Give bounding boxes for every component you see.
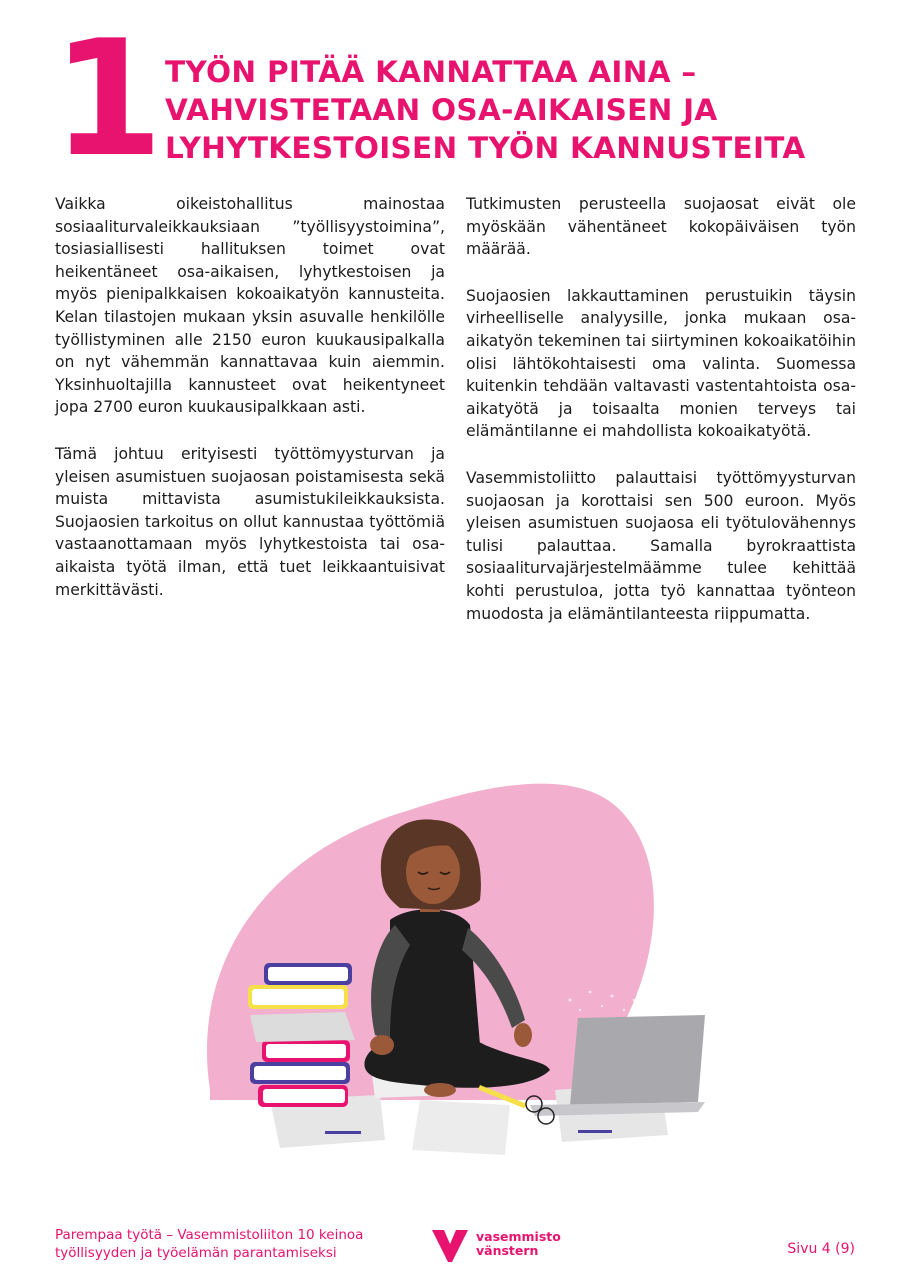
title-line-3: LYHYTKESTOISEN TYÖN KANNUSTEITA bbox=[165, 131, 806, 165]
paragraph: Suojaosien lakkauttaminen perustuikin täysin virheelliselle analyysille, jonka mukaan osa-aikatyön tekeminen tai siirtyminen kokoaikatöihin olisi lähtökohtaisesti oma valinta. Suomessa kuitenkin tehdään valtavasti vastentahtoista osa-aikatyötä ja toisaalta monien terveys tai elämäntilanne ei mahdollista kokoaikatyötä. bbox=[466, 286, 856, 441]
page-number: Sivu 4 (9) bbox=[787, 1241, 855, 1257]
right-column bbox=[466, 193, 856, 649]
left-column bbox=[55, 193, 445, 625]
paragraph: Vaikka oikeistohallitus mainostaa sosiaaliturvaleikkauksiaan ”työllisyystoimina”, tosiasiallisesti hallituksen toimet ovat heikentäneet osa-aikaisen, lyhytkestoisen ja myös pienipalkkaisen kokoaikatyön kannusteita. Kelan tilastojen mukaan yksin asuvalle henkilölle työllistyminen alle 2150 euron kuukausipalkalla on nyt vähemmän kannattavaa kuin aiemmin. Yksinhuoltajilla kannusteet ovat heikentyneet jopa 2700 euron kuukausipalkkaan asti. bbox=[55, 195, 445, 417]
paragraph: Tämä johtuu erityisesti työttömyysturvan ja yleisen asumistuen suojaosan poistamisesta sekä muista mittavista asumistukileikkauksista. Suojaosien tarkoitus on ollut kannustaa työttömiä vastaanottamaan myös lyhytkestoista tai osa-aikaista työtä ilman, että tuet leikkaantuisivat merkittävästi. bbox=[55, 444, 445, 599]
paragraph: Tutkimusten perusteella suojaosat eivät ole myöskään vähentäneet kokopäiväisen työn määrää. bbox=[466, 195, 856, 259]
logo-line-1: vasemmisto bbox=[476, 1229, 561, 1244]
tagline-line-2: työllisyyden ja työelämän parantamiseksi bbox=[55, 1245, 337, 1261]
page-title bbox=[165, 53, 885, 167]
tagline-line-1: Parempaa työtä – Vasemmistoliiton 10 keinoa bbox=[55, 1227, 364, 1243]
illustration-svg bbox=[150, 760, 750, 1160]
vasemmisto-logo bbox=[430, 1226, 580, 1264]
logo-text bbox=[476, 1230, 561, 1258]
title-line-1: TYÖN PITÄÄ KANNATTAA AINA – bbox=[165, 55, 697, 89]
logo-v-icon bbox=[430, 1226, 470, 1264]
footer-tagline bbox=[55, 1226, 363, 1262]
section-number: 1 bbox=[52, 5, 158, 192]
paragraph: Vasemmistoliitto palauttaisi työttömyysturvan suojaosan ja korottaisi sen 500 euroon. Myös yleisen asumistuen suojaosa eli työtulovähennys tulisi palauttaa. Samalla byrokraattista sosiaaliturvajärjestelmäämme tulee kehittää kohti perustuloa, jotta työ kannattaa työnteon muodosta ja elämäntilanteesta riippumatta. bbox=[466, 468, 856, 623]
logo-line-2: vänstern bbox=[476, 1243, 539, 1258]
woman-with-books-and-laptop-illustration bbox=[150, 760, 750, 1160]
title-line-2: VAHVISTETAAN OSA-AIKAISEN JA bbox=[165, 93, 718, 127]
